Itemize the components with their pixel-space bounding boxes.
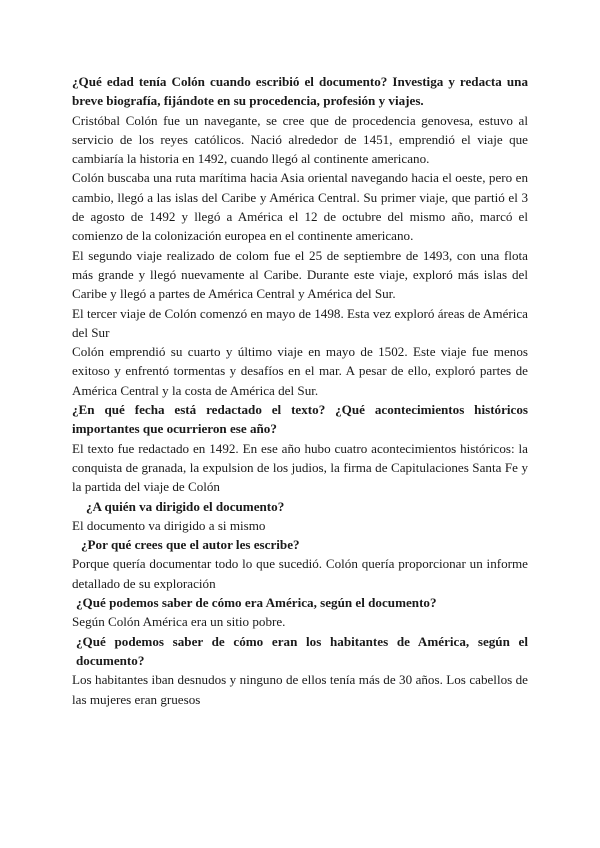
answer-recipient: El documento va dirigido a si mismo — [72, 517, 266, 533]
question-america: ¿Qué podemos saber de cómo era América, según el documento? — [76, 595, 437, 611]
question-date: ¿En qué fecha está redactado el texto? ¿Qué acontecimientos históricos importantes que ocurrieron ese año? — [72, 402, 528, 437]
paragraph-second-voyage: El segundo viaje realizado de colom fue el 25 de septiembre de 1493, con una flota más grande y llegó nuevamente al Caribe. Durante este viaje, exploró más islas del Caribe y llegó a partes de América Central y América del Sur. — [72, 247, 528, 302]
question-why-writes: ¿Por qué crees que el autor les escribe? — [81, 537, 300, 553]
answer-date: El texto fue redactado en 1492. En ese año hubo cuatro acontecimientos históricos: la conquista de granada, la expulsion de los judios, la firma de Capitulaciones Santa Fe y la partida del viaje de Colón — [72, 440, 528, 495]
answer-inhabitants: Los habitantes iban desnudos y ninguno de ellos tenía más de 30 años. Los cabellos de las mujeres eran gruesos — [72, 672, 528, 707]
paragraph-first-voyage: Colón buscaba una ruta marítima hacia Asia oriental navegando hacia el oeste, pero en cambio, llegó a las islas del Caribe y América Central. Su primer viaje, que partió el 3 de agosto de 1492 y llegó a América el 12 de octubre del mismo año, marcó el comienzo de la colonización europea en el continente americano. — [72, 170, 528, 244]
question-inhabitants: ¿Qué podemos saber de cómo eran los habitantes de América, según el documento? — [76, 633, 528, 668]
paragraph-fourth-voyage: Colón emprendió su cuarto y último viaje en mayo de 1502. Este viaje fue menos exitoso y enfrentó tormentas y desafíos en el mar. A pesar de ello, exploró partes de América Central y la costa de América del Sur. — [72, 344, 528, 398]
question-recipient: ¿A quién va dirigido el documento? — [86, 498, 285, 514]
answer-america: Según Colón América era un sitio pobre. — [72, 614, 286, 630]
question-age-biography: ¿Qué edad tenía Colón cuando escribió el documento? Investiga y redacta una breve biografía, fijándote en su procedencia, profesión y viajes. — [72, 74, 528, 109]
document-page — [72, 72, 528, 709]
answer-why-writes: Porque quería documentar todo lo que sucedió. Colón quería proporcionar un informe detallado de su exploración — [72, 556, 528, 591]
paragraph-biography: Cristóbal Colón fue un navegante, se cree que de procedencia genovesa, estuvo al servicio de los reyes católicos. Nació alrededor de 1451, emprendió el viaje que cambiaría la historia en 1492, cuando llegó al continente americano. — [72, 112, 528, 167]
paragraph-third-voyage: El tercer viaje de Colón comenzó en mayo de 1498. Esta vez exploró áreas de América del Sur — [72, 305, 528, 340]
